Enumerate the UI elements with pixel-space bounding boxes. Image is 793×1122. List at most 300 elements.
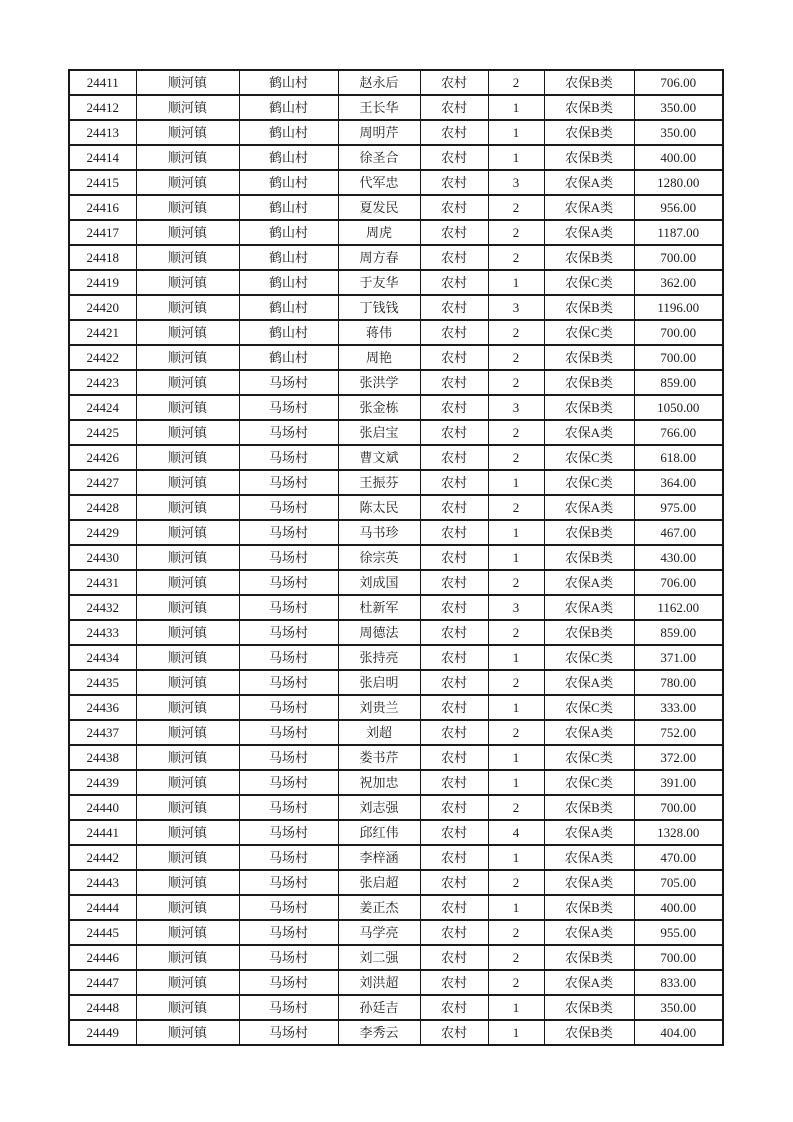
cell-name: 杜新军: [338, 595, 420, 620]
table-row: [69, 670, 723, 695]
cell-village: 马场村: [239, 470, 338, 495]
cell-residence_type: 农村: [420, 420, 488, 445]
cell-residence_type: 农村: [420, 945, 488, 970]
cell-name: 姜正杰: [338, 895, 420, 920]
cell-amount: 859.00: [634, 620, 723, 645]
cell-amount: 700.00: [634, 945, 723, 970]
cell-family_count: 1: [488, 120, 544, 145]
cell-insurance_category: 农保B类: [544, 995, 634, 1020]
cell-seq_no: 24426: [69, 445, 136, 470]
cell-family_count: 3: [488, 170, 544, 195]
cell-insurance_category: 农保B类: [544, 145, 634, 170]
cell-name: 刘成国: [338, 570, 420, 595]
cell-family_count: 2: [488, 220, 544, 245]
cell-residence_type: 农村: [420, 520, 488, 545]
cell-seq_no: 24442: [69, 845, 136, 870]
cell-family_count: 1: [488, 520, 544, 545]
cell-amount: 1196.00: [634, 295, 723, 320]
table-row: [69, 495, 723, 520]
cell-residence_type: 农村: [420, 545, 488, 570]
cell-family_count: 3: [488, 395, 544, 420]
cell-family_count: 2: [488, 795, 544, 820]
cell-seq_no: 24425: [69, 420, 136, 445]
table-row: [69, 445, 723, 470]
cell-seq_no: 24413: [69, 120, 136, 145]
cell-name: 夏发民: [338, 195, 420, 220]
cell-residence_type: 农村: [420, 570, 488, 595]
cell-residence_type: 农村: [420, 845, 488, 870]
cell-residence_type: 农村: [420, 695, 488, 720]
cell-seq_no: 24445: [69, 920, 136, 945]
cell-family_count: 2: [488, 670, 544, 695]
cell-amount: 752.00: [634, 720, 723, 745]
table-row: [69, 820, 723, 845]
cell-amount: 859.00: [634, 370, 723, 395]
cell-village: 马场村: [239, 895, 338, 920]
table-row: [69, 845, 723, 870]
cell-town: 顺河镇: [136, 320, 239, 345]
cell-town: 顺河镇: [136, 620, 239, 645]
cell-village: 马场村: [239, 970, 338, 995]
cell-seq_no: 24420: [69, 295, 136, 320]
table-row: [69, 395, 723, 420]
cell-village: 马场村: [239, 620, 338, 645]
table-row: [69, 145, 723, 170]
cell-residence_type: 农村: [420, 620, 488, 645]
cell-seq_no: 24428: [69, 495, 136, 520]
cell-amount: 1050.00: [634, 395, 723, 420]
cell-residence_type: 农村: [420, 295, 488, 320]
cell-town: 顺河镇: [136, 770, 239, 795]
cell-family_count: 2: [488, 195, 544, 220]
cell-village: 马场村: [239, 720, 338, 745]
cell-village: 马场村: [239, 495, 338, 520]
table-row: [69, 70, 723, 95]
cell-town: 顺河镇: [136, 695, 239, 720]
cell-seq_no: 24421: [69, 320, 136, 345]
cell-seq_no: 24414: [69, 145, 136, 170]
cell-residence_type: 农村: [420, 495, 488, 520]
table-row: [69, 270, 723, 295]
cell-village: 马场村: [239, 595, 338, 620]
cell-name: 赵永后: [338, 70, 420, 95]
cell-town: 顺河镇: [136, 170, 239, 195]
cell-name: 刘志强: [338, 795, 420, 820]
cell-village: 马场村: [239, 995, 338, 1020]
cell-amount: 1280.00: [634, 170, 723, 195]
cell-amount: 1162.00: [634, 595, 723, 620]
cell-insurance_category: 农保B类: [544, 395, 634, 420]
cell-name: 徐圣合: [338, 145, 420, 170]
table-row: [69, 795, 723, 820]
cell-amount: 372.00: [634, 745, 723, 770]
cell-amount: 350.00: [634, 95, 723, 120]
cell-insurance_category: 农保C类: [544, 270, 634, 295]
cell-family_count: 2: [488, 445, 544, 470]
cell-seq_no: 24432: [69, 595, 136, 620]
cell-insurance_category: 农保B类: [544, 795, 634, 820]
cell-insurance_category: 农保B类: [544, 245, 634, 270]
cell-family_count: 4: [488, 820, 544, 845]
cell-village: 马场村: [239, 870, 338, 895]
cell-town: 顺河镇: [136, 820, 239, 845]
table-row: [69, 170, 723, 195]
table-row: [69, 420, 723, 445]
cell-insurance_category: 农保A类: [544, 920, 634, 945]
cell-family_count: 3: [488, 295, 544, 320]
cell-residence_type: 农村: [420, 445, 488, 470]
cell-town: 顺河镇: [136, 545, 239, 570]
cell-name: 马学亮: [338, 920, 420, 945]
cell-seq_no: 24431: [69, 570, 136, 595]
cell-village: 鹤山村: [239, 320, 338, 345]
cell-name: 周艳: [338, 345, 420, 370]
cell-family_count: 2: [488, 870, 544, 895]
table-row: [69, 370, 723, 395]
cell-name: 刘洪超: [338, 970, 420, 995]
cell-name: 周明芹: [338, 120, 420, 145]
cell-amount: 362.00: [634, 270, 723, 295]
cell-seq_no: 24429: [69, 520, 136, 545]
cell-town: 顺河镇: [136, 270, 239, 295]
cell-town: 顺河镇: [136, 870, 239, 895]
table-row: [69, 195, 723, 220]
cell-seq_no: 24424: [69, 395, 136, 420]
cell-town: 顺河镇: [136, 795, 239, 820]
cell-seq_no: 24435: [69, 670, 136, 695]
cell-seq_no: 24447: [69, 970, 136, 995]
cell-residence_type: 农村: [420, 970, 488, 995]
cell-village: 马场村: [239, 795, 338, 820]
cell-seq_no: 24434: [69, 645, 136, 670]
cell-family_count: 2: [488, 320, 544, 345]
cell-seq_no: 24446: [69, 945, 136, 970]
cell-residence_type: 农村: [420, 820, 488, 845]
cell-insurance_category: 农保B类: [544, 370, 634, 395]
cell-insurance_category: 农保B类: [544, 945, 634, 970]
table-row: [69, 720, 723, 745]
cell-village: 马场村: [239, 395, 338, 420]
cell-town: 顺河镇: [136, 920, 239, 945]
cell-insurance_category: 农保B类: [544, 620, 634, 645]
cell-seq_no: 24411: [69, 70, 136, 95]
cell-insurance_category: 农保C类: [544, 470, 634, 495]
cell-family_count: 1: [488, 545, 544, 570]
cell-name: 于友华: [338, 270, 420, 295]
cell-name: 邱红伟: [338, 820, 420, 845]
cell-village: 鹤山村: [239, 220, 338, 245]
cell-family_count: 1: [488, 895, 544, 920]
table-row: [69, 770, 723, 795]
cell-amount: 400.00: [634, 145, 723, 170]
cell-amount: 700.00: [634, 245, 723, 270]
cell-seq_no: 24438: [69, 745, 136, 770]
table-row: [69, 745, 723, 770]
cell-insurance_category: 农保A类: [544, 170, 634, 195]
cell-seq_no: 24423: [69, 370, 136, 395]
cell-insurance_category: 农保B类: [544, 120, 634, 145]
cell-family_count: 2: [488, 70, 544, 95]
cell-name: 刘超: [338, 720, 420, 745]
table-row: [69, 1020, 723, 1045]
cell-family_count: 1: [488, 645, 544, 670]
cell-town: 顺河镇: [136, 445, 239, 470]
cell-amount: 956.00: [634, 195, 723, 220]
table-row: [69, 995, 723, 1020]
cell-name: 曹文斌: [338, 445, 420, 470]
cell-family_count: 2: [488, 370, 544, 395]
cell-amount: 780.00: [634, 670, 723, 695]
cell-family_count: 2: [488, 345, 544, 370]
table-row: [69, 595, 723, 620]
cell-seq_no: 24417: [69, 220, 136, 245]
cell-residence_type: 农村: [420, 345, 488, 370]
cell-village: 鹤山村: [239, 120, 338, 145]
cell-town: 顺河镇: [136, 670, 239, 695]
table-row: [69, 545, 723, 570]
cell-town: 顺河镇: [136, 745, 239, 770]
cell-seq_no: 24422: [69, 345, 136, 370]
cell-name: 张持亮: [338, 645, 420, 670]
cell-name: 张启宝: [338, 420, 420, 445]
cell-family_count: 2: [488, 620, 544, 645]
cell-village: 马场村: [239, 945, 338, 970]
cell-town: 顺河镇: [136, 995, 239, 1020]
cell-insurance_category: 农保A类: [544, 970, 634, 995]
cell-residence_type: 农村: [420, 920, 488, 945]
cell-town: 顺河镇: [136, 195, 239, 220]
cell-amount: 467.00: [634, 520, 723, 545]
cell-name: 娄书芹: [338, 745, 420, 770]
cell-name: 周方春: [338, 245, 420, 270]
cell-name: 代军忠: [338, 170, 420, 195]
cell-seq_no: 24444: [69, 895, 136, 920]
cell-seq_no: 24416: [69, 195, 136, 220]
cell-residence_type: 农村: [420, 370, 488, 395]
table-row: [69, 620, 723, 645]
cell-amount: 391.00: [634, 770, 723, 795]
cell-family_count: 1: [488, 770, 544, 795]
cell-amount: 400.00: [634, 895, 723, 920]
cell-residence_type: 农村: [420, 995, 488, 1020]
cell-town: 顺河镇: [136, 720, 239, 745]
cell-insurance_category: 农保A类: [544, 220, 634, 245]
cell-residence_type: 农村: [420, 895, 488, 920]
table-body: [69, 70, 723, 1045]
cell-family_count: 2: [488, 945, 544, 970]
cell-family_count: 1: [488, 270, 544, 295]
cell-insurance_category: 农保C类: [544, 445, 634, 470]
cell-residence_type: 农村: [420, 170, 488, 195]
cell-seq_no: 24430: [69, 545, 136, 570]
cell-name: 孙廷吉: [338, 995, 420, 1020]
cell-family_count: 2: [488, 570, 544, 595]
cell-amount: 333.00: [634, 695, 723, 720]
cell-town: 顺河镇: [136, 145, 239, 170]
cell-name: 刘二强: [338, 945, 420, 970]
table-row: [69, 120, 723, 145]
cell-amount: 766.00: [634, 420, 723, 445]
cell-town: 顺河镇: [136, 295, 239, 320]
cell-name: 马书珍: [338, 520, 420, 545]
cell-town: 顺河镇: [136, 845, 239, 870]
cell-residence_type: 农村: [420, 670, 488, 695]
cell-town: 顺河镇: [136, 370, 239, 395]
cell-town: 顺河镇: [136, 395, 239, 420]
cell-town: 顺河镇: [136, 120, 239, 145]
cell-village: 鹤山村: [239, 170, 338, 195]
cell-amount: 350.00: [634, 995, 723, 1020]
cell-name: 丁钱钱: [338, 295, 420, 320]
table-row: [69, 695, 723, 720]
cell-family_count: 1: [488, 695, 544, 720]
cell-insurance_category: 农保B类: [544, 95, 634, 120]
cell-seq_no: 24436: [69, 695, 136, 720]
cell-family_count: 1: [488, 845, 544, 870]
cell-family_count: 1: [488, 745, 544, 770]
cell-residence_type: 农村: [420, 395, 488, 420]
cell-family_count: 2: [488, 920, 544, 945]
cell-town: 顺河镇: [136, 220, 239, 245]
cell-residence_type: 农村: [420, 120, 488, 145]
cell-amount: 430.00: [634, 545, 723, 570]
cell-residence_type: 农村: [420, 145, 488, 170]
cell-name: 张金栋: [338, 395, 420, 420]
cell-residence_type: 农村: [420, 270, 488, 295]
cell-amount: 706.00: [634, 70, 723, 95]
cell-amount: 1187.00: [634, 220, 723, 245]
cell-family_count: 1: [488, 995, 544, 1020]
cell-insurance_category: 农保C类: [544, 770, 634, 795]
cell-amount: 705.00: [634, 870, 723, 895]
cell-village: 马场村: [239, 1020, 338, 1045]
cell-insurance_category: 农保A类: [544, 670, 634, 695]
cell-residence_type: 农村: [420, 70, 488, 95]
cell-town: 顺河镇: [136, 95, 239, 120]
cell-name: 张启明: [338, 670, 420, 695]
cell-residence_type: 农村: [420, 645, 488, 670]
cell-amount: 975.00: [634, 495, 723, 520]
cell-seq_no: 24412: [69, 95, 136, 120]
cell-town: 顺河镇: [136, 495, 239, 520]
cell-amount: 700.00: [634, 345, 723, 370]
table-row: [69, 220, 723, 245]
cell-seq_no: 24439: [69, 770, 136, 795]
cell-name: 陈太民: [338, 495, 420, 520]
cell-seq_no: 24419: [69, 270, 136, 295]
cell-insurance_category: 农保A类: [544, 420, 634, 445]
cell-village: 马场村: [239, 820, 338, 845]
table-row: [69, 295, 723, 320]
cell-insurance_category: 农保B类: [544, 895, 634, 920]
cell-seq_no: 24433: [69, 620, 136, 645]
cell-insurance_category: 农保A类: [544, 720, 634, 745]
cell-village: 马场村: [239, 670, 338, 695]
cell-insurance_category: 农保A类: [544, 570, 634, 595]
cell-family_count: 3: [488, 595, 544, 620]
cell-insurance_category: 农保C类: [544, 745, 634, 770]
cell-village: 马场村: [239, 920, 338, 945]
cell-village: 马场村: [239, 545, 338, 570]
cell-town: 顺河镇: [136, 470, 239, 495]
cell-village: 鹤山村: [239, 70, 338, 95]
cell-town: 顺河镇: [136, 420, 239, 445]
cell-amount: 833.00: [634, 970, 723, 995]
cell-seq_no: 24449: [69, 1020, 136, 1045]
cell-seq_no: 24440: [69, 795, 136, 820]
cell-village: 马场村: [239, 695, 338, 720]
table-row: [69, 245, 723, 270]
table-row: [69, 895, 723, 920]
cell-name: 蒋伟: [338, 320, 420, 345]
cell-village: 马场村: [239, 445, 338, 470]
cell-village: 马场村: [239, 370, 338, 395]
cell-insurance_category: 农保C类: [544, 320, 634, 345]
social-security-payment-table: [68, 69, 724, 1046]
cell-village: 马场村: [239, 645, 338, 670]
cell-residence_type: 农村: [420, 320, 488, 345]
cell-insurance_category: 农保C类: [544, 695, 634, 720]
cell-amount: 706.00: [634, 570, 723, 595]
table-row: [69, 95, 723, 120]
cell-amount: 350.00: [634, 120, 723, 145]
cell-residence_type: 农村: [420, 470, 488, 495]
table-row: [69, 920, 723, 945]
cell-town: 顺河镇: [136, 345, 239, 370]
cell-amount: 404.00: [634, 1020, 723, 1045]
cell-village: 鹤山村: [239, 345, 338, 370]
cell-residence_type: 农村: [420, 720, 488, 745]
cell-insurance_category: 农保B类: [544, 545, 634, 570]
cell-name: 李梓涵: [338, 845, 420, 870]
cell-amount: 700.00: [634, 795, 723, 820]
cell-town: 顺河镇: [136, 570, 239, 595]
cell-village: 鹤山村: [239, 245, 338, 270]
cell-town: 顺河镇: [136, 1020, 239, 1045]
cell-insurance_category: 农保A类: [544, 595, 634, 620]
cell-amount: 364.00: [634, 470, 723, 495]
cell-amount: 371.00: [634, 645, 723, 670]
cell-village: 鹤山村: [239, 145, 338, 170]
cell-seq_no: 24441: [69, 820, 136, 845]
cell-village: 马场村: [239, 770, 338, 795]
cell-name: 周德法: [338, 620, 420, 645]
cell-village: 马场村: [239, 420, 338, 445]
cell-seq_no: 24437: [69, 720, 136, 745]
cell-seq_no: 24443: [69, 870, 136, 895]
cell-insurance_category: 农保B类: [544, 345, 634, 370]
cell-town: 顺河镇: [136, 945, 239, 970]
cell-insurance_category: 农保A类: [544, 845, 634, 870]
cell-family_count: 2: [488, 720, 544, 745]
cell-residence_type: 农村: [420, 795, 488, 820]
cell-name: 周虎: [338, 220, 420, 245]
cell-insurance_category: 农保A类: [544, 870, 634, 895]
table-row: [69, 520, 723, 545]
cell-town: 顺河镇: [136, 595, 239, 620]
cell-family_count: 1: [488, 470, 544, 495]
cell-insurance_category: 农保A类: [544, 195, 634, 220]
cell-residence_type: 农村: [420, 95, 488, 120]
cell-village: 鹤山村: [239, 195, 338, 220]
cell-family_count: 2: [488, 495, 544, 520]
cell-name: 张启超: [338, 870, 420, 895]
cell-seq_no: 24415: [69, 170, 136, 195]
cell-insurance_category: 农保B类: [544, 295, 634, 320]
cell-residence_type: 农村: [420, 595, 488, 620]
cell-name: 祝加忠: [338, 770, 420, 795]
cell-insurance_category: 农保B类: [544, 70, 634, 95]
